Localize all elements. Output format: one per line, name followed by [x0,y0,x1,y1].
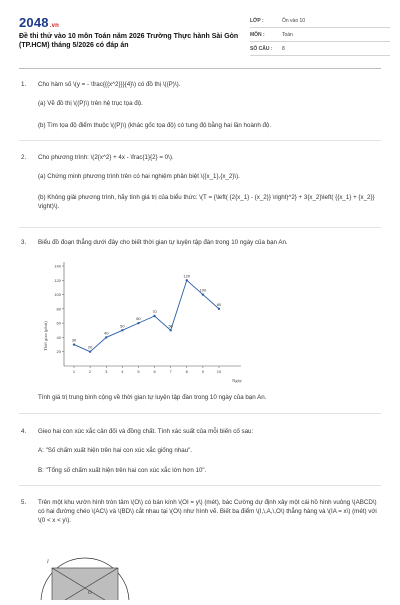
y-tick-label: 40 [56,334,61,340]
question-number: 5. [21,499,27,506]
x-tick-label: 5 [137,369,140,374]
y-tick-label: 140 [54,263,61,269]
data-label: 30 [71,337,77,343]
question-number: 2. [21,154,27,161]
x-tick-label: 10 [216,369,222,374]
series-line [71,280,219,351]
question-text: Gieo hai con xúc xắc cân đối và đồng chất. Tính xác suất của mỗi biến cố sau: [38,428,254,435]
data-label: 70 [152,309,157,314]
x-tick-label: 1 [72,369,76,374]
question-text: Cho phương trình: \(2{x^2} + 4x - \frac{1}{2} = 0\). [38,154,174,161]
data-label: 20 [87,344,93,350]
circle-square-figure [30,550,150,605]
data-label: 80 [216,301,222,307]
pond-square [52,568,118,600]
y-axis-label: Thời gian (phút) [43,321,48,351]
data-point [89,351,91,353]
point-i-label: I [47,560,49,565]
x-tick-label: 4 [121,369,124,374]
question-3-task: Tính giá trị trung bình cộng về thời gian tự luyện tập đàn trong 10 ngày của bạn An. [38,394,267,401]
data-point [202,293,204,295]
question-number: 4. [21,428,27,435]
question-1-part-a: (a) Vẽ đồ thị \((P)\) trên hệ trục tọa độ. [38,100,143,107]
data-point [73,343,75,345]
x-tick-label: 3 [105,369,108,374]
y-tick-label: 60 [56,320,61,326]
data-point [218,308,220,310]
data-label: 50 [120,323,125,329]
line-chart [34,256,254,388]
meta-row-subject [250,28,390,42]
meta-value: Toán [282,31,293,38]
meta-label: MÔN : [250,31,265,38]
x-tick-label: 8 [185,369,188,374]
question-divider [19,227,381,228]
x-tick-label: 7 [169,369,172,374]
question-number: 1. [21,81,27,88]
question-text: Biểu đồ đoạn thẳng dưới đây cho biết thời gian tự luyện tập đàn trong 10 ngày của bạn An. [38,239,288,246]
question-divider [19,140,381,141]
question-2-part-a: (a) Chứng minh phương trình trên có hai nghiệm phân biệt \({x_1},{x_2}\). [38,173,240,180]
meta-value: Ôn vào 10 [282,17,306,24]
site-logo[interactable] [19,15,59,30]
question-text: Cho hàm số \(y = - \frac{{{x^2}}}{4}\) có đồ thị \((P)\). [38,81,181,88]
y-tick-label: 20 [56,349,61,355]
logo-text: 2048 [19,15,49,30]
data-point [153,315,155,317]
meta-label: LỚP : [250,17,264,24]
meta-row-class [250,14,390,28]
data-label: 50 [168,323,173,329]
logo-suffix: .vn [49,23,60,29]
data-point [137,322,139,324]
question-divider [19,485,381,486]
x-tick-label: 9 [201,369,205,374]
data-label: 60 [136,316,141,322]
data-point [121,329,123,331]
question-4-event-a: A: "Số chấm xuất hiện trên hai con xúc xắc giống nhau". [38,447,193,454]
y-tick-label: 80 [56,306,61,312]
x-axis-label: Ngày [232,378,242,383]
meta-row-count [250,42,390,56]
page-header [0,0,400,66]
question-text: Trên một khu vườn hình tròn tâm \(O\) có bán kính \(OI = y\) (mét), bác Cường dự định xây một cái hồ hình vuông \(ABCD\) có hai đường chéo \(AC\) và \(BD\) cắt nhau tại \(O\) như hình vẽ. Biết ba điểm \(I,\,A,\,O\) thẳng hàng và \(IA = x\) (mét) với \(0 < x < y\). [38,499,377,524]
x-tick-label: 2 [88,369,92,374]
point-o-label: O [88,591,92,596]
data-label: 40 [103,330,109,336]
data-label: 120 [183,273,191,279]
question-divider [19,413,381,414]
practice-time-chart [34,256,254,388]
question-1-part-b: (b) Tìm tọa độ điểm thuộc \((P)\) (khác gốc tọa độ) có tung độ bằng hai lần hoành độ. [38,122,272,129]
meta-value: 8 [282,45,285,52]
question-4-event-b: B: "Tổng số chấm xuất hiện trên hai con xúc xắc lớn hơn 10". [38,467,207,474]
meta-label: SỐ CÂU : [250,45,273,52]
data-point [186,279,188,281]
data-point [169,329,171,331]
meta-table [250,14,390,56]
y-tick-label: 120 [54,277,61,283]
page-title: Đề thi thử vào 10 môn Toán năm 2026 Trường Thực hành Sài Gòn (TP.HCM) tháng 5/2026 có đáp án [19,33,239,49]
y-tick-label: 100 [54,292,61,298]
question-number: 3. [21,239,27,246]
question-2-part-b: (b) Không giải phương trình, hãy tính giá trị của biểu thức: \(T = {\left( {2{x_1} - {x_2}} \right)^2} + 3{x_2}\left( {{x_1} + {x_2}} \right)\). [38,194,375,210]
data-label: 100 [199,287,207,293]
data-point [105,336,107,338]
geometry-figure [30,550,150,600]
x-tick-label: 6 [153,369,156,374]
header-divider [19,68,381,69]
